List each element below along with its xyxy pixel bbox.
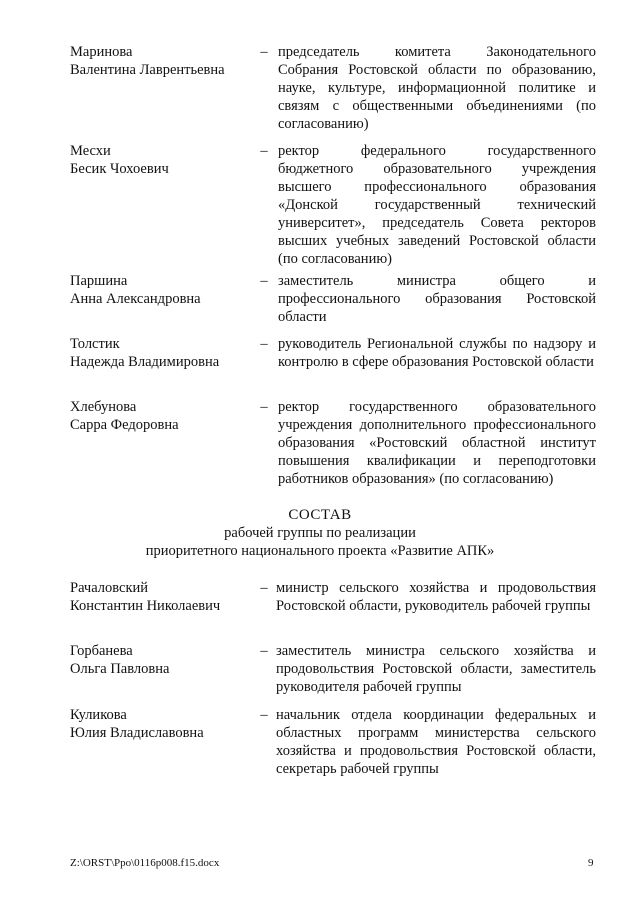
member-position: председатель комитета Законодательного Собрания Ростовской области по образованию, науке, культуре, информационной политике и связям с общественными объединениями (по согласованию) <box>278 44 596 132</box>
member-position: начальник отдела координации федеральных и областных программ министерства сельского хозяйства и продовольствия Ростовской области, секретарь рабочей группы <box>276 707 596 777</box>
dash-separator: – <box>260 273 268 289</box>
dash-separator: – <box>260 580 268 596</box>
member-position: министр сельского хозяйства и продовольствия Ростовской области, руководитель рабочей группы <box>276 580 596 614</box>
heading-title: СОСТАВ <box>288 507 352 523</box>
dash-separator: – <box>260 44 268 60</box>
member-given-names: Анна Александровна <box>70 291 201 307</box>
member-surname: Месхи <box>70 143 111 159</box>
footer-file-path: Z:\ORST\Ppo\0116p008.f15.docx <box>70 857 220 869</box>
member-surname: Хлебунова <box>70 399 137 415</box>
dash-separator: – <box>260 707 268 723</box>
member-name <box>70 142 169 178</box>
member-given-names: Надежда Владимировна <box>70 354 220 370</box>
dash-separator: – <box>260 643 268 659</box>
member-name <box>70 579 220 615</box>
member-name <box>70 335 219 371</box>
section-heading <box>0 506 640 560</box>
member-surname: Рачаловский <box>70 580 149 596</box>
heading-subtitle: рабочей группы по реализации <box>224 525 416 541</box>
member-given-names: Бесик Чохоевич <box>70 161 169 177</box>
member-name <box>70 398 179 434</box>
member-position: заместитель министра общего и профессионального образования Ростовской области <box>278 273 596 325</box>
member-given-names: Константин Николаевич <box>70 598 221 614</box>
member-given-names: Ольга Павловна <box>70 661 170 677</box>
member-surname: Маринова <box>70 44 133 60</box>
heading-project-name: приоритетного национального проекта «Развитие АПК» <box>145 543 495 559</box>
member-position: ректор федерального государственного бюджетного образовательного учреждения высшего профессионального образования «Донской государственный технический университет», председатель Совета ректоров высших учебных заведений Ростовской области (по согласованию) <box>278 143 596 267</box>
member-surname: Горбанева <box>70 643 133 659</box>
member-position: руководитель Региональной службы по надзору и контролю в сфере образования Ростовской области <box>278 336 596 370</box>
member-given-names: Юлия Владиславовна <box>70 725 204 741</box>
page-number: 9 <box>588 857 594 869</box>
member-position: ректор государственного образовательного учреждения дополнительного профессионального образования «Ростовский областной институт повышения квалификации и переподготовки работников образования» (по согласованию) <box>278 399 596 487</box>
dash-separator: – <box>260 399 268 415</box>
member-surname: Куликова <box>70 707 127 723</box>
member-name <box>70 43 225 79</box>
dash-separator: – <box>260 143 268 159</box>
member-position: заместитель министра сельского хозяйства и продовольствия Ростовской области, заместитель руководителя рабочей группы <box>276 643 596 695</box>
member-name <box>70 642 169 678</box>
member-surname: Толстик <box>70 336 120 352</box>
dash-separator: – <box>260 336 268 352</box>
member-name <box>70 706 204 742</box>
member-name <box>70 272 201 308</box>
member-surname: Паршина <box>70 273 128 289</box>
member-given-names: Сарра Федоровна <box>70 417 179 433</box>
member-given-names: Валентина Лаврентьевна <box>70 62 225 78</box>
